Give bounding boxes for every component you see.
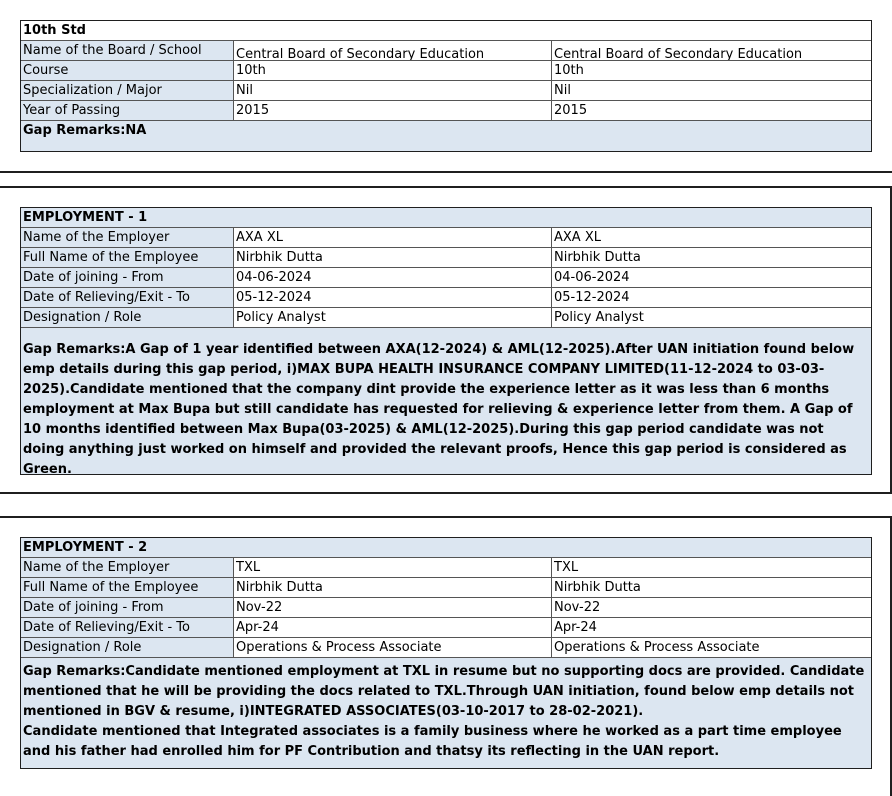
row-label: Name of the Board / School <box>21 41 234 60</box>
row-value: Policy Analyst <box>552 308 871 327</box>
row-value: 04-06-2024 <box>552 268 871 287</box>
row-label: Full Name of the Employee <box>21 248 234 267</box>
table-row <box>21 268 871 288</box>
row-value: Operations & Process Associate <box>552 638 871 657</box>
row-label: Designation / Role <box>21 308 234 327</box>
row-value: Central Board of Secondary Education <box>234 41 552 60</box>
row-value: AXA XL <box>552 228 871 247</box>
gap-remarks-text: Candidate mentioned that Integrated associates is a family business where he worked as a part time employee and his father had enrolled him for PF Contribution and thatsy its reflecting in the UAN report. <box>23 724 842 759</box>
table-row <box>21 101 871 121</box>
row-value: Apr-24 <box>552 618 871 637</box>
row-value: Nirbhik Dutta <box>234 248 552 267</box>
table-row <box>21 598 871 618</box>
table-row <box>21 638 871 658</box>
row-label: Date of Relieving/Exit - To <box>21 618 234 637</box>
row-value: 2015 <box>234 101 552 120</box>
table-row <box>21 228 871 248</box>
row-value: 05-12-2024 <box>234 288 552 307</box>
row-value: AXA XL <box>234 228 552 247</box>
row-label: Course <box>21 61 234 80</box>
employment-2-title: EMPLOYMENT - 2 <box>21 538 871 558</box>
table-row <box>21 558 871 578</box>
table-row <box>21 248 871 268</box>
row-value: Nirbhik Dutta <box>234 578 552 597</box>
table-row <box>21 308 871 328</box>
row-value: Central Board of Secondary Education <box>552 41 871 60</box>
education-gap-remarks: Gap Remarks:NA <box>23 123 147 138</box>
row-label: Date of joining - From <box>21 598 234 617</box>
table-row <box>21 81 871 101</box>
education-table <box>20 20 872 152</box>
row-value: Nirbhik Dutta <box>552 578 871 597</box>
row-label: Designation / Role <box>21 638 234 657</box>
table-row <box>21 618 871 638</box>
row-value: 2015 <box>552 101 871 120</box>
gap-remarks-text: Gap Remarks:A Gap of 1 year identified between AXA(12-2024) & AML(12-2025).After UAN initiation found below emp details during this gap period, i)MAX BUPA HEALTH INSURANCE COMPANY LIMITED(11-12-2024 to 03-03-2025).Candidate mentioned that the company dint provide the experience letter as it was less than 6 months employment at Max Bupa but still candidate has requested for relieving & experience letter from them. A Gap of 10 months identified between Max Bupa(03-2025) & AML(12-2025).During this gap period candidate was not doing anything just worked on himself and provided the relevant proofs, Hence this gap period is considered as Green. <box>23 342 855 477</box>
row-value: 05-12-2024 <box>552 288 871 307</box>
row-label: Specialization / Major <box>21 81 234 100</box>
table-row <box>21 61 871 81</box>
row-value: 04-06-2024 <box>234 268 552 287</box>
education-title: 10th Std <box>21 21 871 41</box>
row-label: Date of Relieving/Exit - To <box>21 288 234 307</box>
row-value: Policy Analyst <box>234 308 552 327</box>
row-value: Nil <box>552 81 871 100</box>
row-label: Name of the Employer <box>21 228 234 247</box>
row-label: Year of Passing <box>21 101 234 120</box>
employment-1-table <box>20 207 872 475</box>
table-row <box>21 41 871 61</box>
employment-1-gap-remarks <box>21 328 871 482</box>
row-value: Apr-24 <box>234 618 552 637</box>
row-value: Nirbhik Dutta <box>552 248 871 267</box>
row-value: TXL <box>552 558 871 577</box>
row-label: Full Name of the Employee <box>21 578 234 597</box>
employment-2-gap-remarks <box>21 658 871 764</box>
row-label: Date of joining - From <box>21 268 234 287</box>
employment-2-table <box>20 537 872 769</box>
row-value: 10th <box>552 61 871 80</box>
row-value: 10th <box>234 61 552 80</box>
row-value: Nov-22 <box>552 598 871 617</box>
gap-remarks-text: Gap Remarks:Candidate mentioned employment at TXL in resume but no supporting docs are provided. Candidate mentioned that he will be providing the docs related to TXL.Through UAN initiation, found below emp details not mentioned in BGV & resume, i)INTEGRATED ASSOCIATES(03-10-2017 to 28-02-2021). <box>23 664 865 719</box>
row-value: Nil <box>234 81 552 100</box>
row-value: Nov-22 <box>234 598 552 617</box>
table-row <box>21 288 871 308</box>
row-value: TXL <box>234 558 552 577</box>
row-label: Name of the Employer <box>21 558 234 577</box>
table-row <box>21 578 871 598</box>
employment-1-title: EMPLOYMENT - 1 <box>21 208 871 228</box>
row-value: Operations & Process Associate <box>234 638 552 657</box>
